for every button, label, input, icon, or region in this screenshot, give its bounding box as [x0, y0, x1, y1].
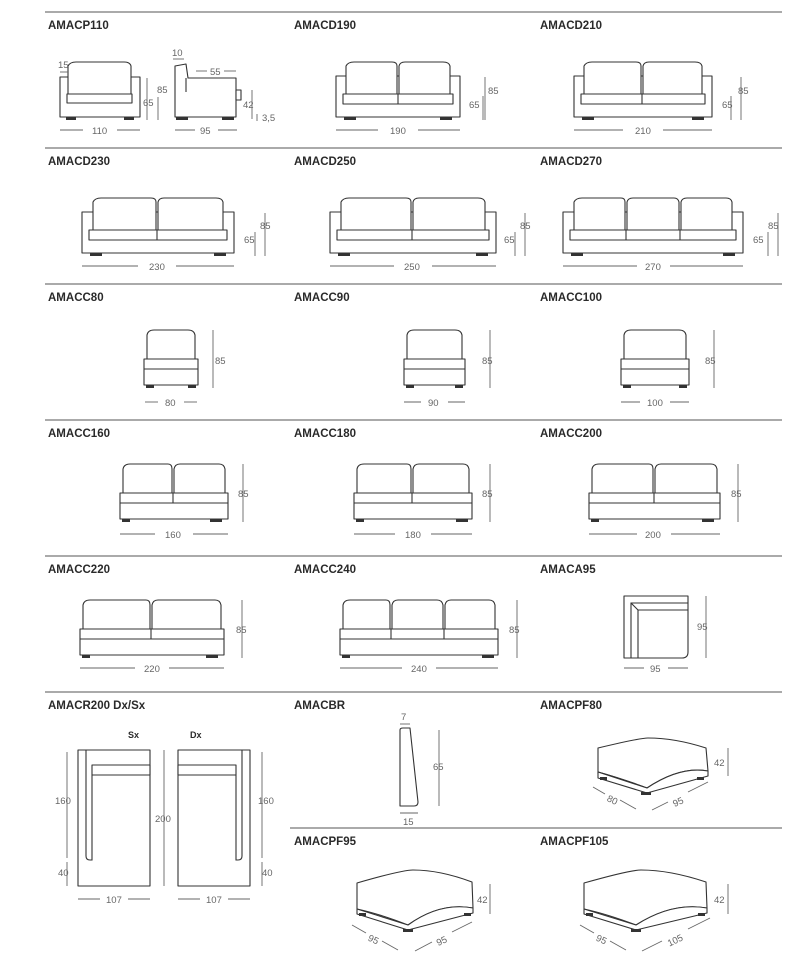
- dim-label: 107: [206, 895, 222, 906]
- side-foot: [176, 117, 188, 120]
- sofa-drawing: [336, 62, 499, 137]
- model-amaca95: [540, 564, 708, 675]
- pouf-foot: [464, 913, 471, 916]
- model-amacr200: [48, 700, 274, 906]
- dim-label: 3,5: [262, 113, 276, 124]
- dim-label: 200: [645, 530, 661, 541]
- sofa-back-cushion: [341, 198, 411, 234]
- sofa-foot: [344, 117, 356, 120]
- model-amacd190: [294, 20, 499, 137]
- width-line: [688, 782, 708, 792]
- dim-label: 160: [258, 796, 274, 807]
- armchair-front-drawing: [58, 60, 168, 137]
- chaise-dx-drawing: [155, 750, 274, 886]
- dim-label: 40: [262, 868, 273, 879]
- sofa-back-cushion: [158, 198, 223, 234]
- dim-label: 85: [731, 489, 742, 500]
- dim-label: 15: [403, 817, 414, 828]
- dim-label: 95: [200, 126, 211, 137]
- width-line: [415, 942, 432, 951]
- model-amacc240: [294, 564, 520, 675]
- module-base: [80, 639, 224, 655]
- sofa-back-cushion: [584, 62, 641, 98]
- module-foot: [406, 385, 414, 388]
- sofa-foot: [440, 117, 452, 120]
- dim-label: 105: [665, 932, 685, 950]
- corner-drawing: [624, 596, 708, 675]
- module-drawing: [589, 464, 742, 541]
- dim-label: 95: [434, 934, 450, 949]
- model-amacpf95: [294, 836, 490, 951]
- module-drawing: [144, 330, 226, 409]
- module-foot: [356, 519, 364, 522]
- dim-label: 55: [210, 67, 221, 78]
- dim-label: 85: [768, 221, 779, 232]
- module-drawing: [80, 600, 247, 675]
- dim-label: 85: [238, 489, 249, 500]
- dim-label: 85: [482, 356, 493, 367]
- model-title: AMACC180: [294, 428, 356, 440]
- module-seat: [354, 493, 472, 503]
- model-title: AMACC100: [540, 292, 602, 304]
- dim-label: 85: [738, 86, 749, 97]
- module-base: [144, 369, 198, 385]
- pouf-foot: [403, 929, 413, 932]
- dim-label: 240: [411, 664, 427, 675]
- chaise-backrest: [178, 765, 236, 775]
- module-seat: [144, 359, 198, 369]
- chaise-backrest: [92, 765, 150, 775]
- model-amacd210: [540, 20, 749, 137]
- module-seat: [621, 359, 689, 369]
- armchair-foot: [124, 117, 134, 120]
- module-base: [404, 369, 465, 385]
- module-foot: [679, 385, 687, 388]
- dim-label: 42: [714, 758, 725, 769]
- model-title: AMACC200: [540, 428, 602, 440]
- model-amacd230: [48, 156, 271, 273]
- model-title: AMACPF95: [294, 836, 356, 848]
- model-title: AMACPF80: [540, 700, 602, 712]
- model-amacc220: [48, 564, 247, 675]
- dim-label: 65: [143, 98, 154, 109]
- chaise-sx-drawing: [55, 750, 150, 886]
- armchair-back-cushion: [68, 62, 131, 94]
- model-title: AMACC220: [48, 564, 110, 576]
- dim-label: 10: [172, 48, 183, 59]
- dim-label: 95: [594, 932, 609, 948]
- module-base: [589, 503, 720, 519]
- side-foot: [222, 117, 234, 120]
- module-foot: [188, 385, 196, 388]
- depth-line: [620, 800, 636, 809]
- sofa-drawing: [574, 62, 749, 137]
- dim-label: 85: [488, 86, 499, 97]
- dim-label: 95: [697, 622, 708, 633]
- dim-label: 85: [705, 356, 716, 367]
- module-seat: [120, 493, 228, 503]
- sofa-foot: [692, 117, 704, 120]
- dim-label: 85: [520, 221, 531, 232]
- module-foot: [702, 519, 714, 522]
- sofa-foot: [723, 253, 735, 256]
- dim-label: 65: [433, 762, 444, 773]
- model-amacd250: [294, 156, 531, 273]
- module-foot: [623, 385, 631, 388]
- module-drawing: [120, 464, 249, 541]
- model-title: AMACC240: [294, 564, 356, 576]
- model-title: AMACC160: [48, 428, 110, 440]
- dim-label: 230: [149, 262, 165, 273]
- sofa-foot: [476, 253, 488, 256]
- backrest-drawing: [400, 712, 444, 828]
- sofa-foot: [214, 253, 226, 256]
- module-foot: [591, 519, 599, 522]
- module-foot: [342, 655, 350, 658]
- dim-label: 42: [243, 100, 254, 111]
- armchair-seat: [67, 94, 132, 103]
- pouf-drawing: [352, 870, 490, 951]
- dim-label: 210: [635, 126, 651, 137]
- module-foot: [456, 519, 468, 522]
- dim-label: 7: [401, 712, 407, 723]
- dim-label: 110: [92, 126, 108, 137]
- module-base: [621, 369, 689, 385]
- pouf-foot: [697, 777, 704, 780]
- side-detail: [236, 90, 241, 100]
- module-base: [354, 503, 472, 519]
- dim-label: 65: [504, 235, 515, 246]
- dim-label: 85: [482, 489, 493, 500]
- model-title: AMACD270: [540, 156, 602, 168]
- model-title: AMACA95: [540, 564, 596, 576]
- dim-label: 160: [55, 796, 71, 807]
- model-title: AMACC90: [294, 292, 350, 304]
- dim-label: 80: [604, 793, 620, 808]
- model-title: AMACPF105: [540, 836, 609, 848]
- model-title: AMACD250: [294, 156, 356, 168]
- model-amacc160: [48, 428, 249, 541]
- module-foot: [210, 519, 222, 522]
- depth-line: [610, 941, 626, 950]
- model-amacc200: [540, 428, 742, 541]
- dim-label: 65: [753, 235, 764, 246]
- pouf-foot: [631, 929, 641, 932]
- module-seat: [80, 629, 224, 639]
- model-amacpf80: [540, 700, 728, 810]
- side-label-dx: Dx: [190, 730, 202, 740]
- model-title: AMACD210: [540, 20, 602, 32]
- module-drawing: [354, 464, 493, 541]
- row-separators: [45, 12, 782, 828]
- dim-label: 190: [390, 126, 406, 137]
- dim-label: 95: [671, 795, 686, 810]
- module-foot: [82, 655, 90, 658]
- sofa-foot: [338, 253, 350, 256]
- dim-label: 42: [477, 895, 488, 906]
- module-seat: [404, 359, 465, 369]
- sofa-foot: [90, 253, 102, 256]
- dim-label: 65: [469, 100, 480, 111]
- model-amacc180: [294, 428, 493, 541]
- sofa-foot: [571, 253, 583, 256]
- width-line: [688, 918, 710, 929]
- module-base: [120, 503, 228, 519]
- model-amacc80: [48, 292, 226, 409]
- sofa-back-cushion: [627, 198, 679, 234]
- model-title: AMACD230: [48, 156, 110, 168]
- pouf-drawing: [593, 738, 728, 810]
- dim-label: 95: [366, 932, 381, 948]
- model-title: AMACP110: [48, 20, 109, 32]
- sofa-drawing: [563, 198, 779, 273]
- sofa-seat: [581, 94, 705, 104]
- sofa-back-cushion: [346, 62, 397, 98]
- sofa-back-cushion: [413, 198, 485, 234]
- dim-label: 200: [155, 814, 171, 825]
- model-amacd270: [540, 156, 779, 273]
- sofa-seat: [570, 230, 736, 240]
- side-profile: [175, 64, 236, 117]
- width-line: [642, 941, 662, 951]
- sofa-back-cushion: [399, 62, 450, 98]
- model-amacc90: [294, 292, 493, 409]
- width-line: [452, 922, 472, 932]
- module-foot: [146, 385, 154, 388]
- model-title: AMACR200 Dx/Sx: [48, 700, 146, 712]
- model-amacp110: [48, 20, 275, 137]
- pouf-foot: [359, 913, 366, 916]
- module-base: [340, 639, 498, 655]
- model-amacc100: [540, 292, 716, 409]
- sofa-drawing: [82, 198, 271, 273]
- model-title: AMACD190: [294, 20, 356, 32]
- dim-label: 85: [509, 625, 520, 636]
- module-drawing: [404, 330, 493, 409]
- model-title: AMACBR: [294, 700, 346, 712]
- dim-label: 85: [260, 221, 271, 232]
- dim-label: 220: [144, 664, 160, 675]
- dim-label: 15: [58, 60, 69, 71]
- module-drawing: [340, 600, 520, 675]
- sofa-seat: [337, 230, 489, 240]
- model-title: AMACC80: [48, 292, 104, 304]
- dim-label: 250: [404, 262, 420, 273]
- armchair-foot: [66, 117, 76, 120]
- armchair-side-drawing: [172, 48, 275, 137]
- sofa-back-cushion: [681, 198, 732, 234]
- dim-label: 180: [405, 530, 421, 541]
- width-line: [652, 802, 668, 810]
- depth-line: [382, 941, 398, 950]
- side-label-sx: Sx: [128, 730, 140, 740]
- dim-label: 90: [428, 398, 439, 409]
- dim-label: 85: [215, 356, 226, 367]
- dim-label: 95: [650, 664, 661, 675]
- dim-label: 160: [165, 530, 181, 541]
- dim-label: 42: [714, 895, 725, 906]
- module-drawing: [621, 330, 716, 409]
- dim-label: 40: [58, 868, 69, 879]
- module-seat: [340, 629, 498, 639]
- sofa-drawing: [330, 198, 531, 273]
- module-foot: [482, 655, 494, 658]
- module-foot: [122, 519, 130, 522]
- dim-label: 100: [647, 398, 663, 409]
- depth-line: [352, 925, 366, 933]
- dim-label: 107: [106, 895, 122, 906]
- pouf-foot: [600, 777, 607, 780]
- sofa-foot: [582, 117, 594, 120]
- pouf-foot: [698, 913, 705, 916]
- dim-label: 80: [165, 398, 176, 409]
- sofa-back-cushion: [643, 62, 702, 98]
- model-amacpf105: [540, 836, 728, 951]
- pouf-foot: [586, 913, 593, 916]
- dim-label: 65: [244, 235, 255, 246]
- module-foot: [206, 655, 218, 658]
- sofa-back-cushion: [93, 198, 156, 234]
- sofa-back-cushion: [574, 198, 625, 234]
- dim-label: 270: [645, 262, 661, 273]
- depth-line: [580, 925, 594, 933]
- pouf-foot: [641, 792, 651, 795]
- backrest-profile: [400, 728, 418, 806]
- dim-label: 65: [722, 100, 733, 111]
- model-amacbr: [294, 700, 444, 828]
- depth-line: [593, 787, 605, 794]
- dim-label: 85: [157, 85, 168, 96]
- pouf-drawing: [580, 870, 728, 951]
- module-foot: [455, 385, 463, 388]
- dim-label: 85: [236, 625, 247, 636]
- sofa-seat: [89, 230, 227, 240]
